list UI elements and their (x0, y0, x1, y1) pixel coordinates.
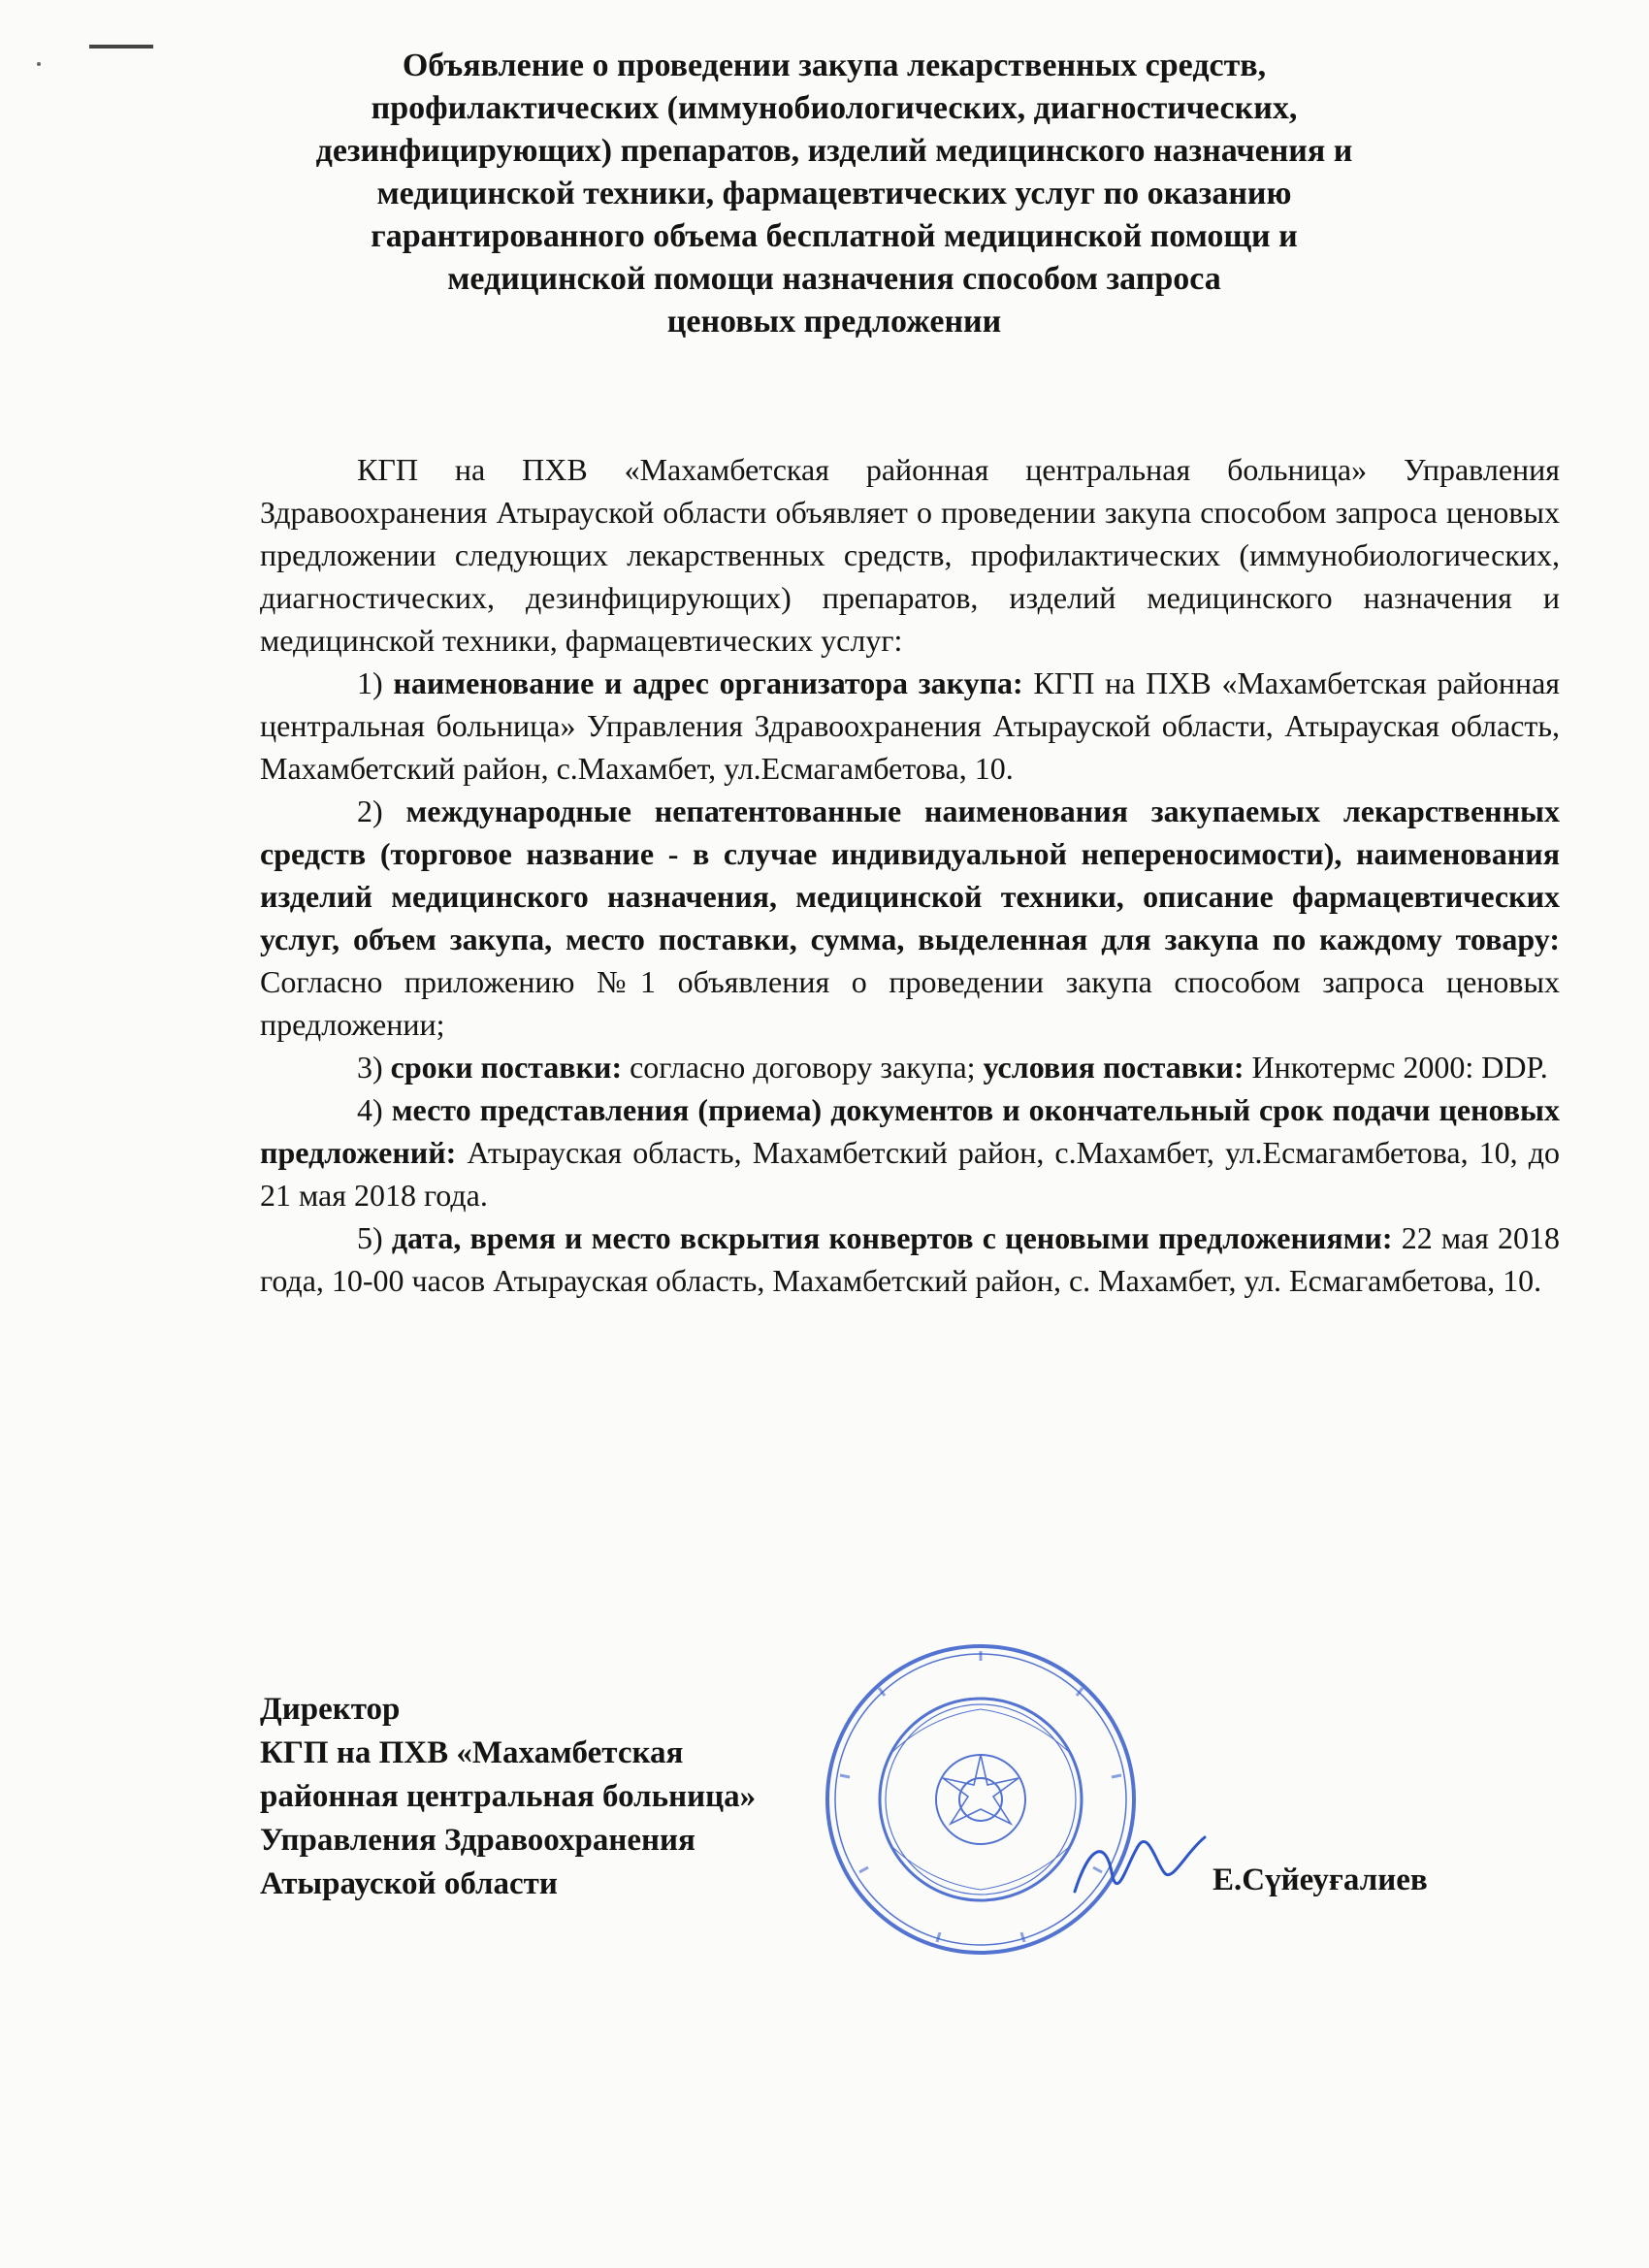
item-text-2: Инкотермс 2000: DDP. (1251, 1050, 1548, 1085)
item-3 (260, 1046, 1560, 1088)
item-heading: место представления (приема) документов и окончательный срок подачи ценовых предложений: (260, 1092, 1561, 1170)
item-text: Атырауская область, Махамбетский район, с.Махамбет, ул.Есмагамбетова, 10, до 21 мая 2018 года. (260, 1135, 1561, 1213)
announcement-body (260, 448, 1560, 1302)
item-text: согласно договору закупа; (630, 1050, 976, 1085)
signatory-line: КГП на ПХВ «Махамбетская (260, 1735, 684, 1770)
title-line: медицинской техники, фармацевтических услуг по оказанию (376, 176, 1292, 211)
scan-artifact-line (89, 45, 153, 49)
item-number: 4) (357, 1092, 383, 1127)
item-number: 5) (357, 1220, 383, 1255)
item-text: Согласно приложению №1 объявления о проведении закупа способом запроса ценовых предложении; (260, 964, 1560, 1042)
signatory-line: районная центральная больница» (260, 1779, 757, 1814)
item-heading: сроки поставки: (390, 1050, 623, 1085)
title-line: гарантированного объема бесплатной медицинской помощи и (371, 218, 1298, 254)
scan-artifact-dot (37, 62, 41, 66)
item-2 (260, 790, 1560, 1046)
item-heading: международные непатентованные наименования закупаемых лекарственных средств (торговое название - в случае индивидуальной непереносимости), наименования изделий медицинского назначения, медицинской техники, описание фармацевтических услуг, объем закупа, место поставки, сумма, выделенная для закупа по каждому товару: (260, 794, 1561, 956)
signatory-line: Управления Здравоохранения (260, 1823, 695, 1858)
item-heading-2: условия поставки: (983, 1050, 1245, 1085)
signatory-line: Атырауской области (260, 1866, 558, 1901)
title-line: профилактических (иммунобиологических, диагностических, (371, 90, 1298, 126)
item-1 (260, 662, 1560, 790)
announcement-title (272, 45, 1397, 343)
item-number: 2) (357, 794, 383, 828)
signatory-name: Е.Сүйеуғалиев (1212, 1863, 1428, 1897)
item-text: КГП на ПХВ «Махамбетская районная центральная больница» Управления Здравоохранения Атырауской области, Атырауская область, Махамбетский район, с.Махамбет, ул.Есмагамбетова, 10. (260, 665, 1561, 786)
item-heading: наименование и адрес организатора закупа: (393, 665, 1023, 700)
signatory-block (260, 1688, 756, 1906)
title-line: Объявление о проведении закупа лекарственных средств, (402, 48, 1267, 83)
title-line: ценовых предложении (666, 304, 1002, 340)
intro-paragraph: КГП на ПХВ «Махамбетская районная центральная больница» Управления Здравоохранения Атырауской области объявляет о проведении закупа способом запроса ценовых предложении следующих лекарственных средств, профилактических (иммунобиологических, диагностических, дезинфицирующих) препаратов, изделий медицинского назначения и медицинской техники, фармацевтических услуг: (260, 452, 1560, 658)
item-4 (260, 1088, 1560, 1216)
item-5 (260, 1216, 1560, 1302)
item-text: 22 мая 2018 года, 10-00 часов Атырауская область, Махамбетский район, с. Махамбет, ул. Есмагамбетова, 10. (260, 1220, 1561, 1298)
title-line: дезинфицирующих) препаратов, изделий медицинского назначения и (315, 133, 1353, 169)
item-heading: дата, время и место вскрытия конвертов с ценовыми предложениями: (391, 1220, 1393, 1255)
official-seal-stamp (821, 1639, 1141, 1960)
signatory-line: Директор (260, 1692, 401, 1727)
handwritten-signature (1067, 1824, 1212, 1911)
title-line: медицинской помощи назначения способом запроса (447, 261, 1221, 297)
item-number: 3) (357, 1050, 383, 1085)
item-number: 1) (357, 665, 383, 700)
